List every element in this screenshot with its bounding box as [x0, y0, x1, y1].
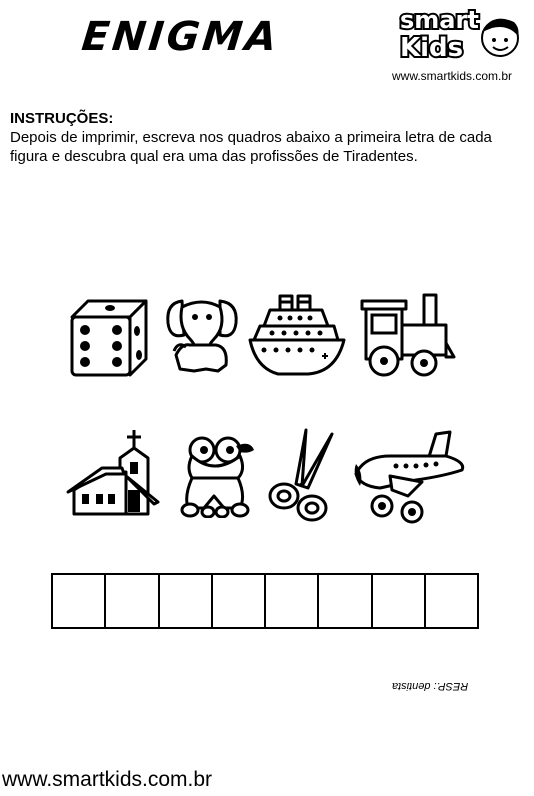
answer-box[interactable]: [373, 575, 426, 627]
elephant-icon: [162, 295, 242, 377]
website-link-top[interactable]: www.smartkids.com.br: [392, 69, 513, 83]
svg-text:Kids: Kids: [400, 33, 464, 63]
frog-icon: [178, 436, 258, 518]
answer-note-upside-down: RESP.: dentista: [392, 680, 469, 692]
answer-box[interactable]: [426, 575, 477, 627]
answer-box[interactable]: [266, 575, 319, 627]
instructions-heading: INSTRUÇÕES:: [10, 110, 114, 127]
svg-text:smart: smart: [400, 6, 479, 34]
answer-boxes[interactable]: [51, 573, 479, 629]
answer-box[interactable]: [319, 575, 372, 627]
train-icon: [358, 291, 456, 379]
smartkids-logo: [396, 2, 526, 66]
answer-box[interactable]: [53, 575, 106, 627]
church-icon: [66, 428, 162, 516]
instructions-text: Depois de imprimir, escreva nos quadros abaixo a primeira letra de cada figura e descubra qual era uma das profissões de Tiradentes.: [10, 129, 492, 165]
page-title: ENIGMA: [79, 14, 282, 60]
website-link-bottom[interactable]: www.smartkids.com.br: [2, 768, 213, 791]
dice-icon: [66, 297, 152, 379]
scissors-icon: [266, 428, 338, 526]
airplane-icon: [350, 430, 468, 524]
answer-box[interactable]: [106, 575, 159, 627]
ship-icon: [248, 294, 346, 378]
answer-box[interactable]: [213, 575, 266, 627]
answer-box[interactable]: [160, 575, 213, 627]
